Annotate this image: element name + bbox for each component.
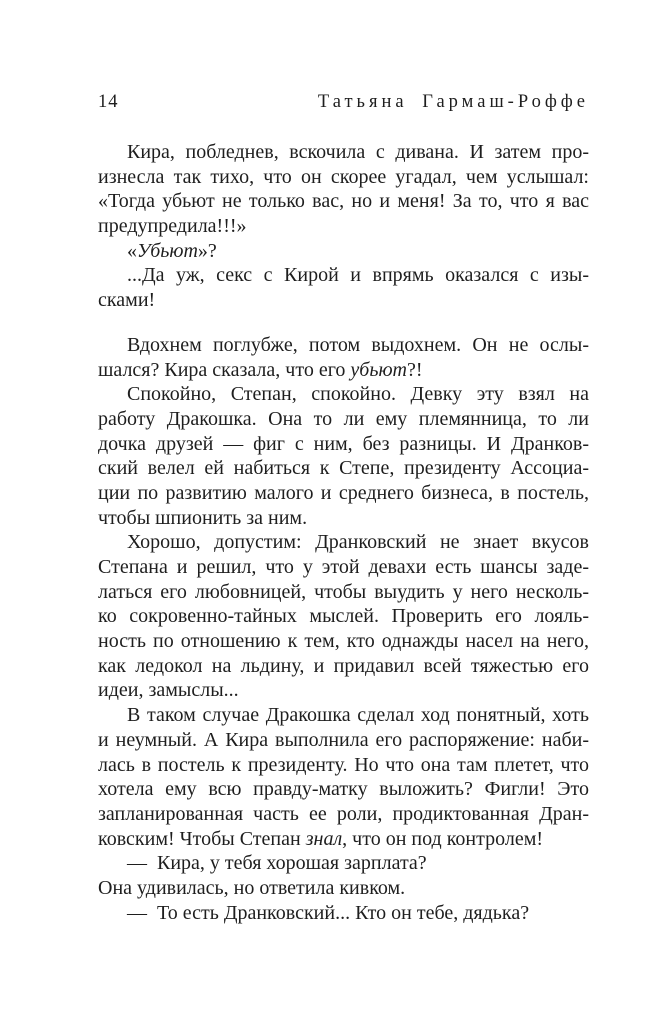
text-line (98, 654, 589, 679)
text-line (98, 189, 589, 214)
text-segment: , что он под контролем! (342, 827, 544, 850)
text-line (98, 753, 589, 778)
text-line (98, 678, 589, 703)
text-segment: ?! (407, 358, 423, 381)
section-break (98, 313, 589, 333)
paragraph (98, 140, 589, 239)
text-segment: Кира, побледнев, вскочила с дивана. И затем про- (127, 141, 589, 163)
text-segment: ...Да уж, секс с Кирой и впрямь оказался с изы- (127, 264, 589, 287)
running-head (98, 92, 589, 113)
paragraph (98, 530, 589, 703)
text-segment: идеи, замыслы... (98, 679, 239, 702)
page-body (98, 140, 589, 925)
text-segment: дочка друзей — фиг с ним, без разницы. И Дранков- (98, 432, 589, 455)
text-segment: »? (197, 239, 217, 262)
text-line (98, 555, 589, 580)
text-segment: Она удивилась, но ответила кивком. (98, 876, 406, 899)
text-line (98, 382, 589, 407)
text-segment: хотела ему всю правду-матку выложить? Фигли! Это (98, 778, 589, 801)
text-line (98, 140, 589, 165)
text-line (98, 456, 589, 481)
text-line (98, 214, 589, 239)
text-segment: ко сокровенно-тайных мыслей. Проверить его лояль- (98, 605, 589, 628)
text-segment: и неумный. А Кира выполнила его распоряжение: наби- (98, 728, 589, 751)
italic-text: Убьют (137, 239, 198, 262)
text-line (98, 358, 589, 383)
text-line (98, 851, 589, 876)
text-line (98, 333, 589, 358)
text-segment: шался? Кира сказала, что его (98, 358, 351, 381)
paragraph (98, 333, 589, 382)
running-title-author: Татьяна Гармаш-Роффе (317, 92, 589, 112)
text-line (98, 506, 589, 531)
text-segment: — Кира, у тебя хорошая зарплата? (127, 852, 427, 875)
italic-text: знал (305, 827, 343, 850)
text-segment: « (127, 239, 137, 262)
text-line (98, 432, 589, 457)
text-segment: чтобы шпионить за ним. (98, 506, 308, 529)
text-segment: В таком случае Дракошка сделал ход понятный, хоть (127, 704, 589, 727)
text-line (98, 263, 589, 288)
text-line (98, 288, 589, 313)
text-segment: ции по развитию малого и среднего бизнеса, в постель, (98, 481, 589, 504)
text-line (98, 703, 589, 728)
text-segment: запланированная часть ее роли, продиктованная Дран- (98, 802, 589, 825)
text-segment: Вдохнем поглубже, потом выдохнем. Он не ослы- (127, 333, 589, 356)
text-segment: ковским! Чтобы Степан (98, 827, 306, 850)
paragraph (98, 901, 589, 926)
text-segment: лась в постель к президенту. Но что она там плетет, что (98, 753, 589, 776)
text-segment: Спокойно, Степан, спокойно. Девку эту взял на (127, 383, 589, 406)
text-line (98, 728, 589, 753)
text-line (98, 604, 589, 629)
text-segment: — То есть Дранковский... Кто он тебе, дядька? (127, 901, 530, 924)
text-line (98, 530, 589, 555)
text-line (98, 165, 589, 190)
text-segment: Хорошо, допустим: Дранковский не знает вкусов (127, 531, 589, 554)
text-segment: «Тогда убьют не только вас, но и меня! За то, что я вас (98, 190, 589, 213)
text-segment: Степана и решил, что у этой девахи есть шансы заде- (98, 556, 589, 578)
text-line (98, 239, 589, 264)
text-segment: ский велел ей набиться к Степе, президенту Ассоциа- (98, 457, 589, 480)
paragraph (98, 239, 589, 264)
text-segment: сками! (98, 289, 156, 312)
text-line (98, 802, 589, 827)
text-segment: работу Дракошка. Она то ли ему племянница, то ли (98, 407, 589, 430)
text-line (98, 629, 589, 654)
text-line (98, 777, 589, 802)
text-line (98, 827, 589, 852)
text-line (98, 580, 589, 605)
text-segment: изнесла так тихо, что он скорее угадал, чем услышал: (98, 165, 589, 188)
text-segment: как ледокол на льдину, и придавил всей тяжестью его (98, 654, 589, 677)
text-line (98, 407, 589, 432)
text-segment: ность по отношению к тем, кто однажды насел на него, (98, 630, 589, 653)
text-segment: латься его любовницей, чтобы выудить у него несколь- (98, 580, 589, 603)
text-line (98, 481, 589, 506)
italic-text: убьют (350, 358, 407, 381)
text-line (98, 901, 589, 926)
paragraph (98, 851, 589, 876)
paragraph (98, 876, 589, 901)
page-number: 14 (98, 92, 119, 112)
paragraph (98, 382, 589, 530)
paragraph (98, 703, 589, 851)
paragraph (98, 263, 589, 312)
text-segment: предупредила!!!» (98, 215, 247, 238)
text-line (98, 876, 589, 901)
